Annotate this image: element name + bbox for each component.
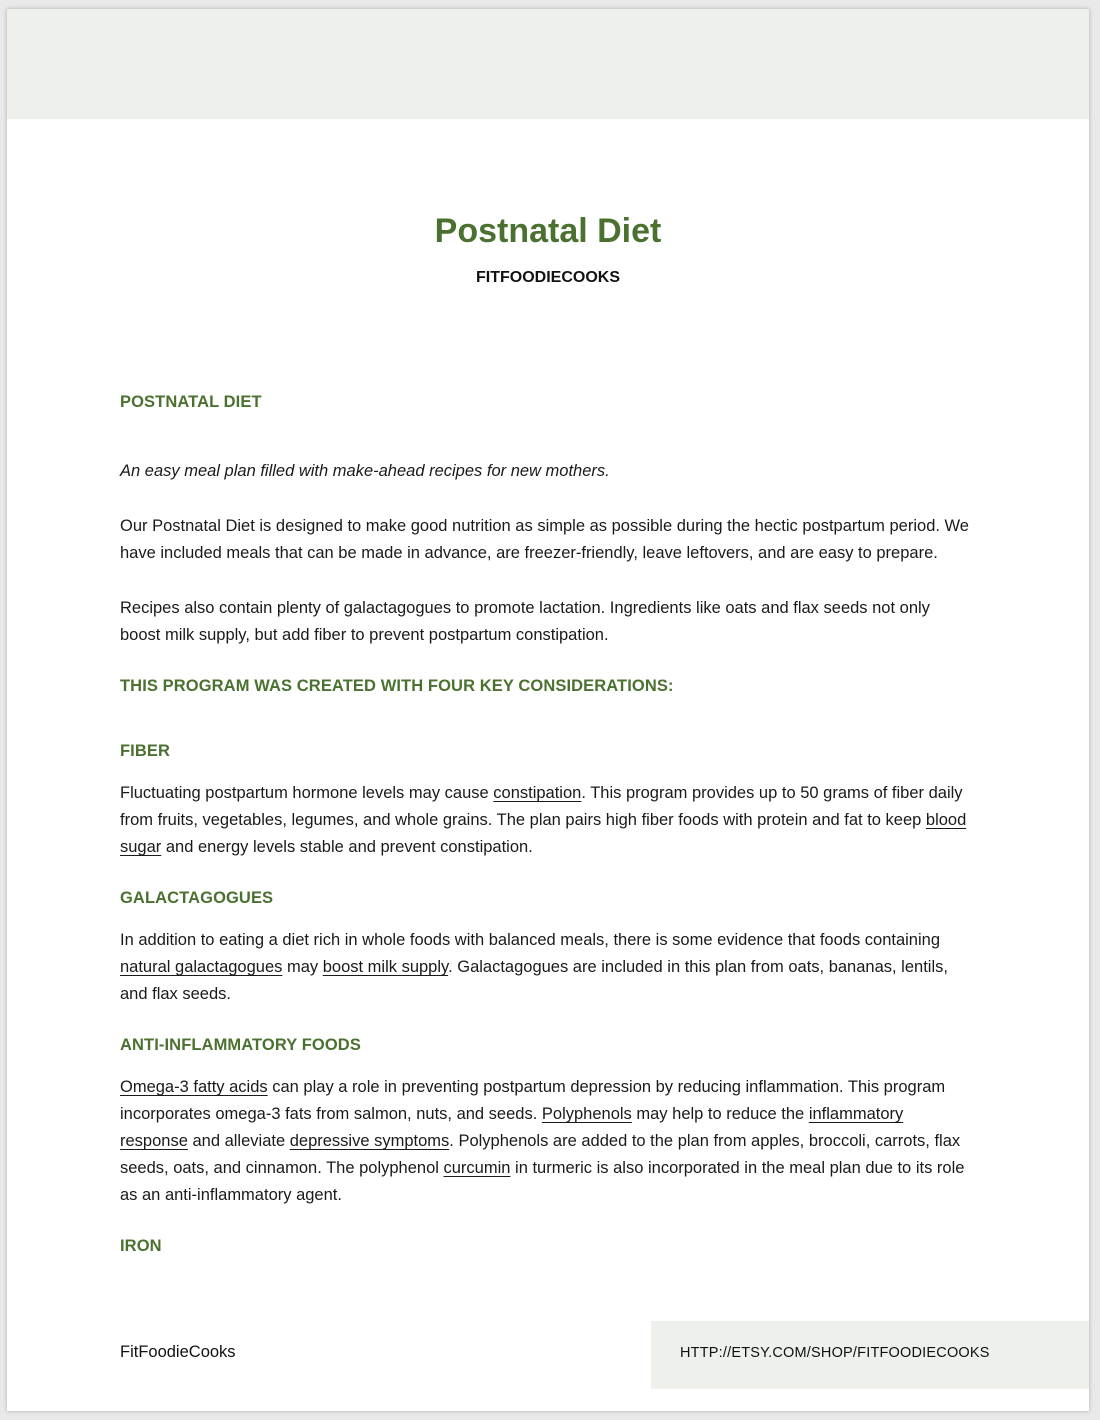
galactagogues-text-1: In addition to eating a diet rich in whole foods with balanced meals, there is some evidence that foods containing	[120, 931, 941, 949]
document-body	[120, 389, 970, 1260]
link-inflammatory-response[interactable]: inflammatory response	[120, 1105, 904, 1150]
link-omega-3-fatty-acids[interactable]: Omega-3 fatty acids	[120, 1078, 268, 1096]
galactagogues-text-3: . Galactagogues are included in this plan from oats, bananas, lentils, and flax seeds.	[120, 958, 948, 1003]
link-polyphenols[interactable]: Polyphenols	[541, 1105, 632, 1123]
footer-url-box	[651, 1321, 1089, 1389]
link-natural-galactagogues[interactable]: natural galactagogues	[120, 958, 283, 976]
fiber-heading: FIBER	[120, 742, 170, 760]
iron-heading: IRON	[120, 1237, 162, 1255]
considerations-heading: THIS PROGRAM WAS CREATED WITH FOUR KEY CONSIDERATIONS:	[120, 677, 674, 695]
fiber-paragraph	[120, 780, 970, 861]
fiber-text-2: . This program provides up to 50 grams of fiber daily from fruits, vegetables, legumes, and whole grains. The plan pairs high fiber foods with protein and fat to keep	[120, 784, 963, 829]
link-constipation[interactable]: constipation	[493, 784, 582, 802]
anti-inflammatory-text-2: may help to reduce the	[631, 1105, 809, 1123]
footer-brand: FitFoodieCooks	[120, 1343, 236, 1361]
fiber-text-3: and energy levels stable and prevent constipation.	[161, 838, 533, 856]
section-heading-postnatal-diet: POSTNATAL DIET	[120, 393, 262, 411]
link-curcumin[interactable]: curcumin	[443, 1159, 511, 1177]
anti-inflammatory-text-3: and alleviate	[187, 1132, 290, 1150]
galactagogues-heading: GALACTAGOGUES	[120, 889, 274, 907]
tagline: An easy meal plan filled with make-ahead recipes for new mothers.	[120, 462, 610, 480]
document-subtitle: FITFOODIECOOKS	[476, 269, 620, 286]
anti-inflammatory-text-5: in turmeric is also incorporated in the meal plan due to its role as an anti-inflammatory agent.	[120, 1159, 965, 1204]
galactagogues-text-2: may	[282, 958, 323, 976]
document-title: Postnatal Diet	[434, 212, 662, 250]
galactagogues-paragraph	[120, 927, 970, 1008]
anti-inflammatory-heading: ANTI-INFLAMMATORY FOODS	[120, 1036, 361, 1054]
intro-paragraph-2: Recipes also contain plenty of galactagogues to promote lactation. Ingredients like oats and flax seeds not only boost milk supply, but add fiber to prevent postpartum constipation.	[120, 599, 930, 644]
link-blood-sugar[interactable]: blood sugar	[120, 811, 967, 856]
link-depressive-symptoms[interactable]: depressive symptoms	[289, 1132, 450, 1150]
header-band	[7, 9, 1089, 119]
intro-paragraph-1: Our Postnatal Diet is designed to make good nutrition as simple as possible during the hectic postpartum period. We have included meals that can be made in advance, are freezer-friendly, leave leftovers, and are easy to prepare.	[120, 517, 969, 562]
anti-inflammatory-paragraph	[120, 1074, 970, 1209]
document-page	[7, 9, 1089, 1411]
anti-inflammatory-text-4: . Polyphenols are added to the plan from apples, broccoli, carrots, flax seeds, oats, and cinnamon. The polyphenol	[120, 1132, 961, 1177]
link-boost-milk-supply[interactable]: boost milk supply	[322, 958, 449, 976]
footer-shop-link[interactable]: HTTP://ETSY.COM/SHOP/FITFOODIECOOKS	[680, 1345, 990, 1361]
fiber-text-1: Fluctuating postpartum hormone levels may cause	[120, 784, 494, 802]
anti-inflammatory-text-1: can play a role in preventing postpartum depression by reducing inflammation. This program incorporates omega-3 fats from salmon, nuts, and seeds.	[120, 1078, 946, 1123]
